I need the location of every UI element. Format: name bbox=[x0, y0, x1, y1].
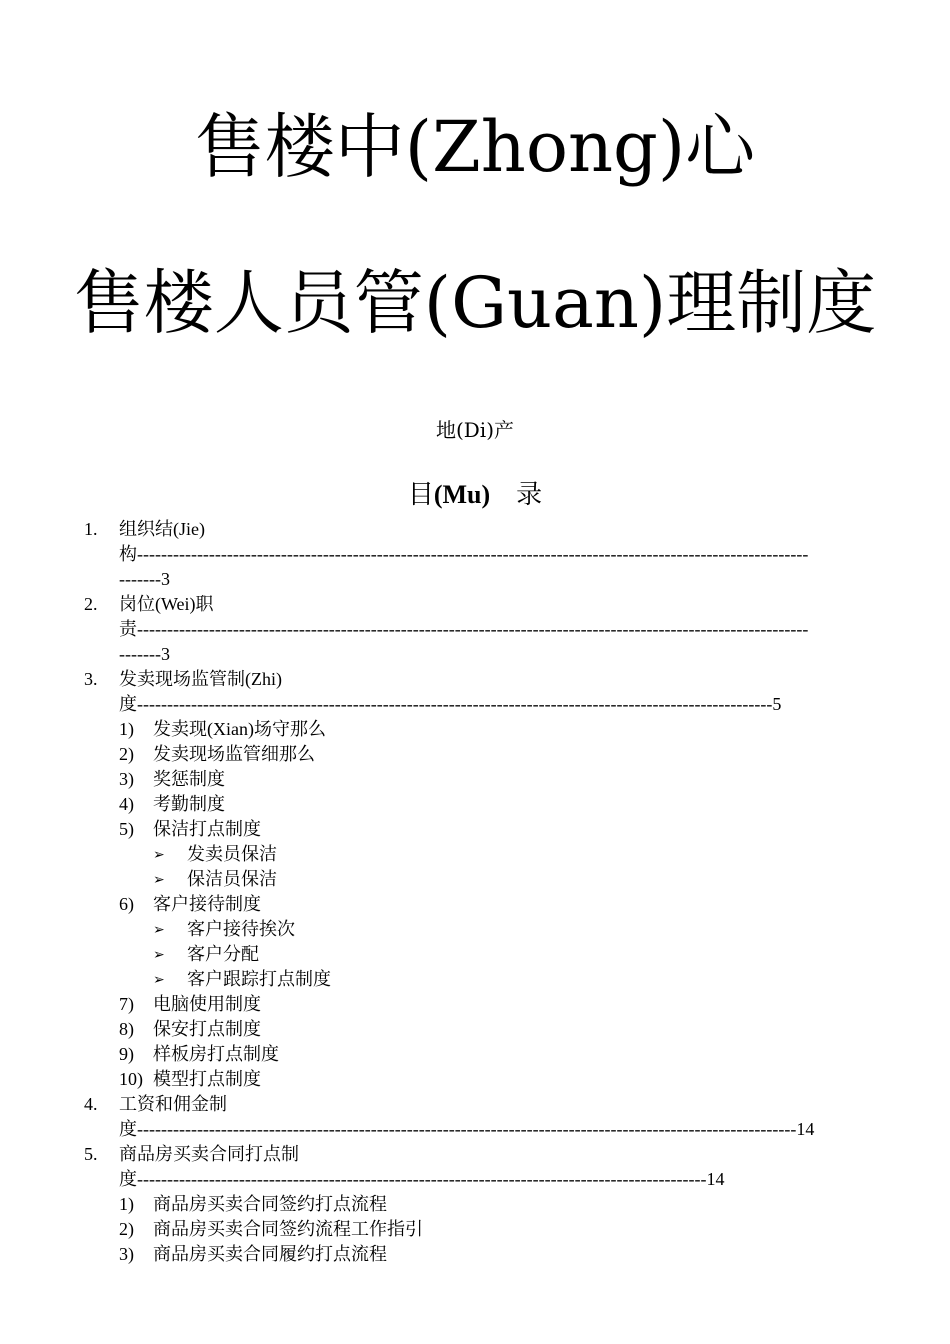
toc-entry-leader-line bbox=[0, 542, 950, 567]
toc-entry bbox=[0, 1242, 950, 1267]
toc-entry-number: 1. bbox=[84, 519, 98, 539]
table-of-contents bbox=[0, 517, 950, 1267]
toc-entry-leader: 责---------------------------------------------------------------------------------------------------------------- bbox=[119, 619, 809, 639]
toc-entry bbox=[0, 1017, 950, 1042]
toc-entry-number: 8) bbox=[119, 1019, 134, 1039]
toc-entry-page: -------3 bbox=[119, 569, 170, 589]
toc-entry-number: 3) bbox=[119, 769, 134, 789]
toc-entry-number: 5. bbox=[84, 1144, 98, 1164]
toc-entry-title: 样板房打点制度 bbox=[153, 1044, 279, 1064]
toc-entry bbox=[0, 667, 950, 692]
toc-entry-title: 保安打点制度 bbox=[153, 1019, 261, 1039]
toc-heading-bold: (Mu) bbox=[433, 480, 491, 509]
toc-entry-title: 发卖现场监管细那么 bbox=[153, 744, 315, 764]
toc-entry bbox=[0, 717, 950, 742]
toc-entry bbox=[0, 842, 950, 867]
toc-entry-title: 客户接待挨次 bbox=[187, 919, 295, 939]
toc-entry-number: 7) bbox=[119, 994, 134, 1014]
toc-entry bbox=[0, 892, 950, 917]
toc-entry-leader: 度----------------------------------------------------------------------------------------------------------5 bbox=[119, 694, 782, 714]
toc-entry-number: 6) bbox=[119, 894, 134, 914]
toc-entry-leader: 度--------------------------------------------------------------------------------------------------------------14 bbox=[119, 1119, 815, 1139]
toc-entry bbox=[0, 517, 950, 542]
toc-entry-leader-line bbox=[0, 1117, 950, 1142]
toc-entry-number: 1) bbox=[119, 1194, 134, 1214]
toc-entry-title: 奖惩制度 bbox=[153, 769, 225, 789]
toc-entry bbox=[0, 1092, 950, 1117]
bullet-arrow-icon: ➢ bbox=[153, 873, 165, 888]
toc-entry-title: 客户分配 bbox=[187, 944, 259, 964]
toc-heading-prefix: 目 bbox=[407, 480, 434, 509]
toc-entry-leader-line bbox=[0, 617, 950, 642]
toc-entry-number: 5) bbox=[119, 819, 134, 839]
toc-entry-page: -------3 bbox=[119, 644, 170, 664]
toc-entry bbox=[0, 1042, 950, 1067]
toc-entry-title: 发卖现场监管制(Zhi) bbox=[119, 669, 282, 689]
toc-entry-number: 2. bbox=[84, 594, 98, 614]
toc-entry-title: 组织结(Jie) bbox=[119, 519, 205, 539]
toc-entry-leader-line bbox=[0, 692, 950, 717]
toc-entry-number: 10) bbox=[119, 1069, 143, 1089]
toc-entry-page-line bbox=[0, 642, 950, 667]
toc-entry-title: 保洁打点制度 bbox=[153, 819, 261, 839]
toc-entry-leader-line bbox=[0, 1167, 950, 1192]
bullet-arrow-icon: ➢ bbox=[153, 848, 165, 863]
document-title-line1: 售楼中(Zhong)心 bbox=[194, 106, 756, 188]
bullet-arrow-icon: ➢ bbox=[153, 923, 165, 938]
toc-entry bbox=[0, 742, 950, 767]
toc-entry bbox=[0, 1067, 950, 1092]
toc-entry-title: 商品房买卖合同签约打点流程 bbox=[153, 1194, 387, 1214]
toc-entry bbox=[0, 1142, 950, 1167]
toc-entry-title: 保洁员保洁 bbox=[187, 869, 277, 889]
toc-entry-title: 工资和佣金制 bbox=[119, 1094, 227, 1114]
document-title-line2: 售楼人员管(Guan)理制度 bbox=[73, 262, 877, 344]
toc-entry-number: 1) bbox=[119, 719, 134, 739]
toc-entry bbox=[0, 1192, 950, 1217]
toc-entry-title: 考勤制度 bbox=[153, 794, 225, 814]
toc-entry-number: 2) bbox=[119, 1219, 134, 1239]
toc-entry bbox=[0, 917, 950, 942]
toc-entry-title: 客户跟踪打点制度 bbox=[187, 969, 331, 989]
bullet-arrow-icon: ➢ bbox=[153, 948, 165, 963]
toc-entry bbox=[0, 967, 950, 992]
toc-entry-leader: 构---------------------------------------------------------------------------------------------------------------- bbox=[119, 544, 809, 564]
toc-entry-title: 商品房买卖合同打点制 bbox=[119, 1144, 299, 1164]
toc-entry bbox=[0, 942, 950, 967]
toc-entry bbox=[0, 592, 950, 617]
toc-entry-number: 9) bbox=[119, 1044, 134, 1064]
organization-name: 地(Di)产 bbox=[435, 418, 515, 442]
toc-entry-number: 2) bbox=[119, 744, 134, 764]
toc-entry-title: 商品房买卖合同履约打点流程 bbox=[153, 1244, 387, 1264]
toc-entry-title: 发卖现(Xian)场守那么 bbox=[153, 719, 326, 739]
toc-entry-title: 客户接待制度 bbox=[153, 894, 261, 914]
toc-entry-number: 4) bbox=[119, 794, 134, 814]
toc-entry bbox=[0, 817, 950, 842]
toc-entry bbox=[0, 1217, 950, 1242]
toc-entry-title: 商品房买卖合同签约流程工作指引 bbox=[153, 1219, 423, 1239]
toc-entry-title: 模型打点制度 bbox=[153, 1069, 261, 1089]
toc-entry-number: 3. bbox=[84, 669, 98, 689]
toc-heading bbox=[0, 480, 950, 510]
toc-entry-title: 电脑使用制度 bbox=[153, 994, 261, 1014]
toc-heading-suffix: 录 bbox=[516, 480, 543, 509]
toc-entry-title: 发卖员保洁 bbox=[187, 844, 277, 864]
toc-entry bbox=[0, 767, 950, 792]
toc-entry bbox=[0, 867, 950, 892]
toc-entry bbox=[0, 792, 950, 817]
toc-entry-number: 4. bbox=[84, 1094, 98, 1114]
toc-entry bbox=[0, 992, 950, 1017]
bullet-arrow-icon: ➢ bbox=[153, 973, 165, 988]
toc-entry-number: 3) bbox=[119, 1244, 134, 1264]
toc-entry-leader: 度-----------------------------------------------------------------------------------------------14 bbox=[119, 1169, 725, 1189]
toc-entry-title: 岗位(Wei)职 bbox=[119, 594, 214, 614]
toc-entry-page-line bbox=[0, 567, 950, 592]
